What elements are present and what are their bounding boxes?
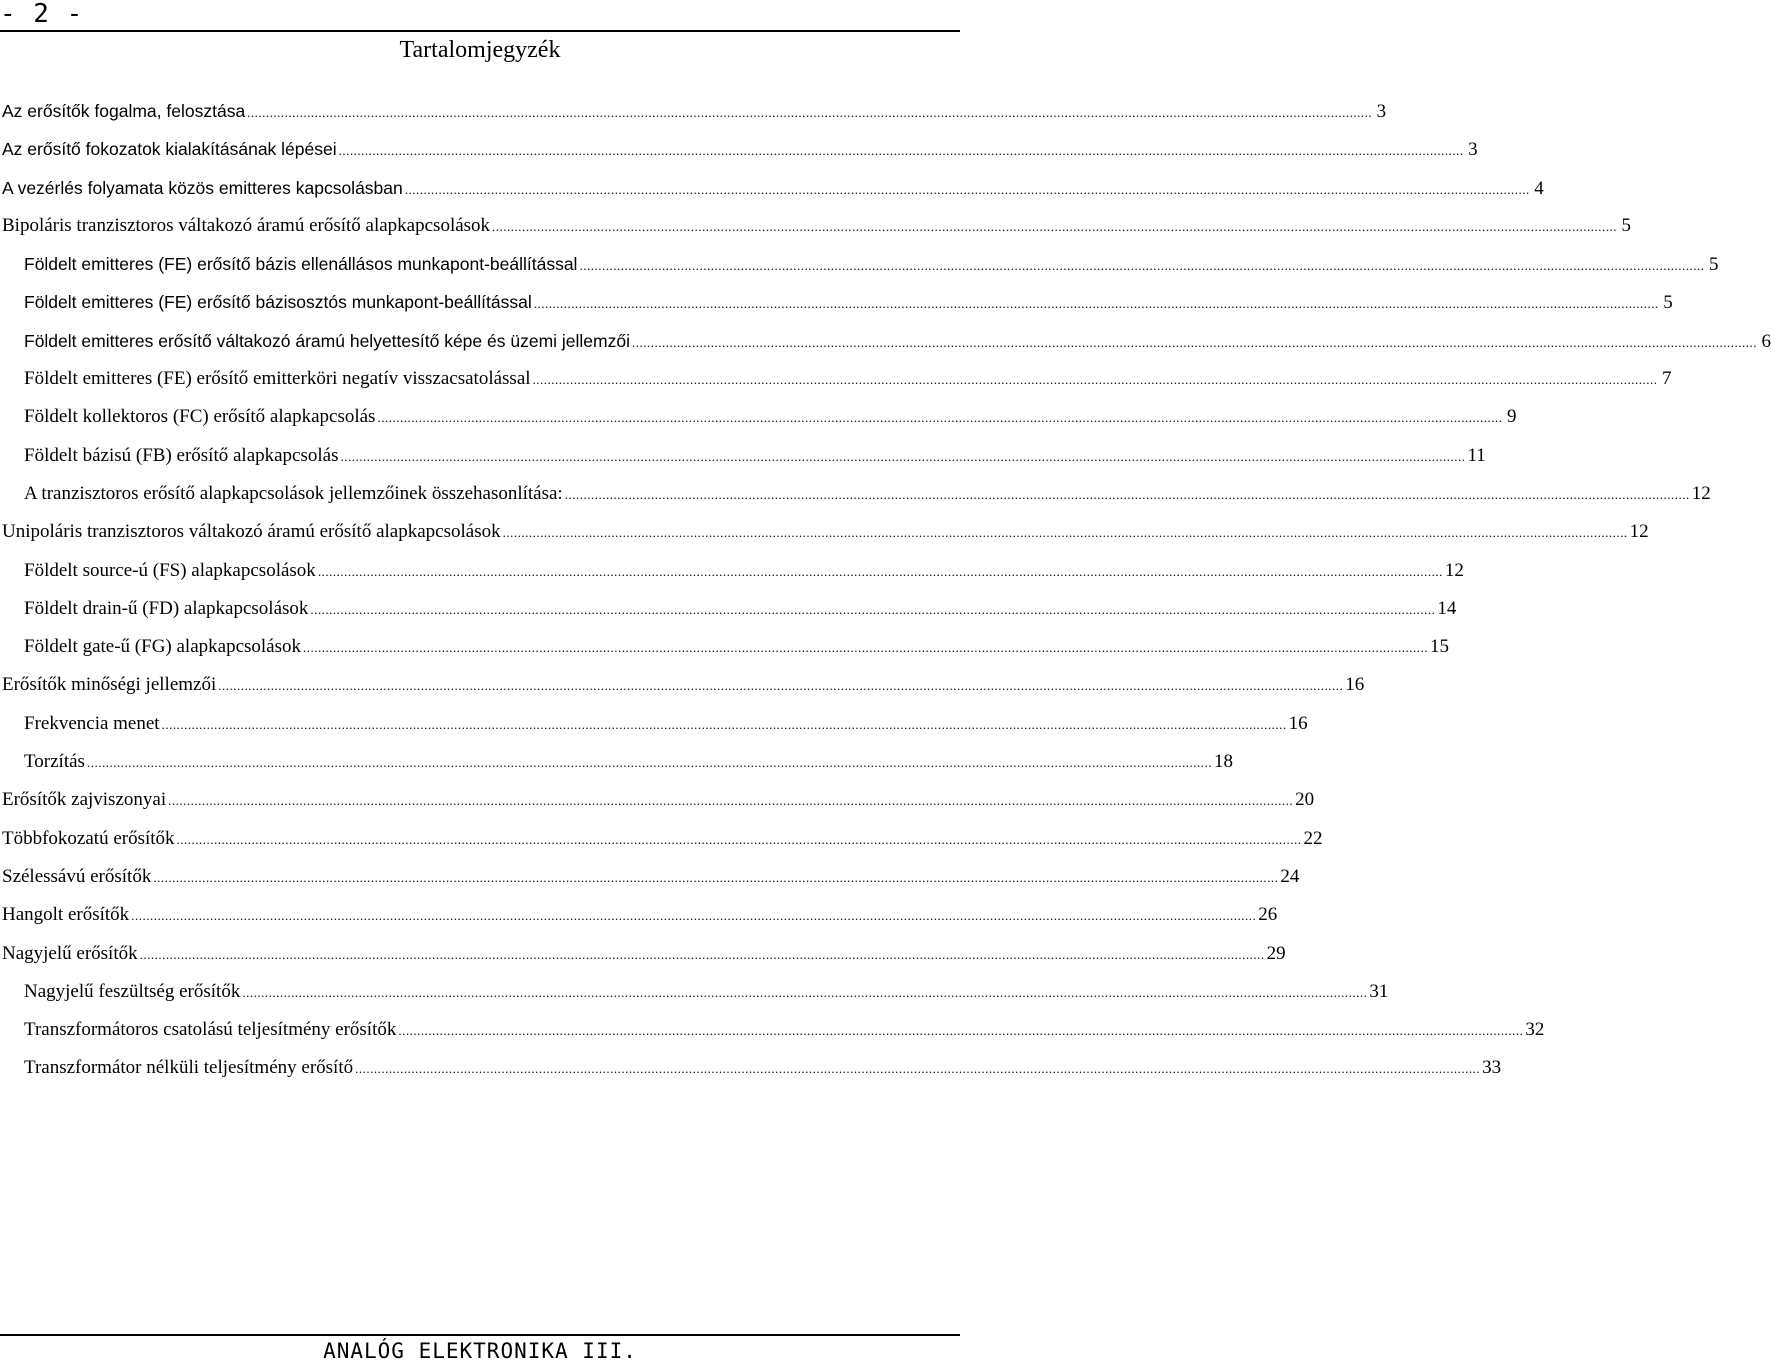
toc-entry-page-number: 6 [1761,330,1771,352]
toc-entry[interactable] [2,130,1478,168]
toc-entry-page-number: 16 [1345,674,1365,696]
toc-entry-title: Földelt emitteres (FE) erősítő bázis ellenállásos munkapont-beállítással [24,254,578,275]
toc-entry[interactable] [2,513,1649,551]
toc-dot-leader: ............................................................................................................................................................................................................................................................................................................ [377,410,1503,426]
page-number: - 2 - [0,0,84,29]
toc-dot-leader: ............................................................................................................................................................................................................................................................................................................ [355,1061,1481,1077]
toc-dot-leader: ............................................................................................................................................................................................................................................................................................................ [218,678,1344,694]
toc-dot-leader: ............................................................................................................................................................................................................................................................................................................ [303,640,1429,656]
toc-entry-title: Hangolt erősítők [2,904,130,926]
toc-entry-title: Földelt kollektoros (FC) erősítő alapkapcsolás [24,406,376,428]
toc-entry-title: Transzformátor nélküli teljesítmény erősítő [24,1057,354,1079]
toc-entry-page-number: 5 [1663,292,1673,314]
toc-entry-title: Bipoláris tranzisztoros váltakozó áramú erősítő alapkapcsolások [2,214,491,236]
toc-entry-title: Földelt emitteres (FE) erősítő bázisosztós munkapont-beállítással [24,292,532,313]
toc-entry[interactable] [2,973,1389,1011]
toc-entry[interactable] [2,705,1308,743]
toc-dot-leader: ............................................................................................................................................................................................................................................................................................................ [153,869,1279,885]
toc-entry-title: Nagyjelű erősítők [2,942,138,964]
toc-dot-leader: ............................................................................................................................................................................................................................................................................................................ [310,601,1436,617]
toc-entry[interactable] [2,590,1457,628]
toc-entry-page-number: 3 [1376,101,1387,122]
toc-entry-page-number: 31 [1369,980,1389,1002]
toc-entry-page-number: 5 [1708,254,1719,276]
toc-dot-leader: ............................................................................................................................................................................................................................................................................................................ [338,143,1464,159]
toc-dot-leader: ............................................................................................................................................................................................................................................................................................................ [533,296,1659,312]
toc-list [2,92,1771,1088]
toc-entry[interactable] [2,781,1315,819]
toc-entry-title: Torzítás [24,751,85,773]
toc-entry-title: Frekvencia menet [24,712,160,734]
toc-entry[interactable] [2,283,1673,321]
toc-dot-leader: ............................................................................................................................................................................................................................................................................................................ [532,372,1658,388]
toc-entry[interactable] [2,666,1365,704]
toc-dot-leader: ............................................................................................................................................................................................................................................................................................................ [317,563,1443,579]
toc-entry[interactable] [2,322,1771,360]
toc-entry-title: Unipoláris tranzisztoros váltakozó áramú erősítő alapkapcsolások [2,521,501,543]
toc-entry[interactable] [2,475,1711,513]
toc-entry-page-number: 3 [1468,139,1478,161]
toc-entry[interactable] [2,1011,1545,1049]
toc-entry[interactable] [2,245,1719,283]
toc-entry-title: Szélessávú erősítők [2,865,152,887]
toc-entry-page-number: 24 [1280,865,1300,887]
toc-entry-page-number: 4 [1534,177,1544,199]
toc-entry-page-number: 18 [1213,751,1233,773]
footer-title: ANALÓG ELEKTRONIKA III. [323,1339,637,1363]
toc-entry-page-number: 20 [1295,789,1315,811]
toc-entry-page-number: 9 [1506,406,1517,428]
toc-dot-leader: ............................................................................................................................................................................................................................................................................................................ [502,525,1628,541]
toc-entry-title: Transzformátoros csatolású teljesítmény erősítők [24,1019,397,1041]
toc-entry-page-number: 26 [1258,904,1278,926]
toc-entry[interactable] [2,1049,1502,1087]
toc-entry[interactable] [2,628,1450,666]
toc-title: Tartalomjegyzék [399,37,561,63]
toc-entry[interactable] [2,896,1278,934]
toc-dot-leader: ............................................................................................................................................................................................................................................................................................................ [176,831,1302,847]
header-rule [0,30,960,32]
toc-entry[interactable] [2,858,1300,896]
toc-entry-title: Többfokozatú erősítők [2,827,175,849]
toc-entry-title: Földelt emitteres erősítő váltakozó áramú helyettesítő képe és üzemi jellemzői [24,330,630,351]
footer-rule [0,1334,960,1336]
toc-entry-page-number: 14 [1437,597,1457,619]
toc-entry-title: Az erősítők fogalma, felosztása [2,101,246,121]
toc-dot-leader: ............................................................................................................................................................................................................................................................................................................ [564,486,1690,502]
toc-entry[interactable] [2,743,1233,781]
toc-entry-title: Nagyjelű feszültség erősítők [24,980,241,1002]
toc-dot-leader: ............................................................................................................................................................................................................................................................................................................ [398,1023,1524,1039]
toc-entry-page-number: 22 [1303,827,1323,849]
toc-entry-title: Földelt drain-ű (FD) alapkapcsolások [24,597,309,619]
toc-dot-leader: ............................................................................................................................................................................................................................................................................................................ [492,218,1618,234]
toc-entry-page-number: 16 [1288,712,1308,734]
toc-entry-title: Földelt emitteres (FE) erősítő emitterköri negatív visszacsatolással [24,368,531,390]
toc-dot-leader: ............................................................................................................................................................................................................................................................................................................ [242,984,1368,1000]
toc-dot-leader: ............................................................................................................................................................................................................................................................................................................ [579,258,1705,274]
toc-entry[interactable] [2,207,1632,245]
toc-entry-title: Földelt gate-ű (FG) alapkapcsolások [24,636,302,658]
toc-entry-title: A tranzisztoros erősítő alapkapcsolások jellemzőinek összehasonlítása: [24,482,563,504]
toc-entry[interactable] [2,935,1286,973]
toc-entry[interactable] [2,92,1387,130]
toc-entry-page-number: 12 [1629,521,1649,543]
toc-dot-leader: ............................................................................................................................................................................................................................................................................................................ [131,908,1257,924]
toc-dot-leader: ............................................................................................................................................................................................................................................................................................................ [161,716,1287,732]
toc-entry-page-number: 12 [1691,482,1711,504]
toc-entry-title: Erősítők zajviszonyai [2,789,167,811]
toc-dot-leader: ............................................................................................................................................................................................................................................................................................................ [247,105,1373,120]
toc-entry-title: Földelt source-ú (FS) alapkapcsolások [24,559,316,581]
toc-dot-leader: ............................................................................................................................................................................................................................................................................................................ [631,334,1757,350]
toc-entry[interactable] [2,169,1544,207]
toc-dot-leader: ............................................................................................................................................................................................................................................................................................................ [340,448,1466,464]
toc-entry-page-number: 5 [1621,214,1632,236]
toc-dot-leader: ............................................................................................................................................................................................................................................................................................................ [86,755,1212,771]
toc-entry-page-number: 33 [1482,1057,1502,1079]
toc-entry-page-number: 12 [1444,559,1464,581]
toc-entry-title: A vezérlés folyamata közös emitteres kapcsolásban [2,177,403,198]
toc-dot-leader: ............................................................................................................................................................................................................................................................................................................ [168,793,1294,809]
toc-entry[interactable] [2,437,1486,475]
toc-dot-leader: ............................................................................................................................................................................................................................................................................................................ [404,181,1530,197]
toc-entry-title: Az erősítő fokozatok kialakításának lépései [2,139,337,160]
toc-entry[interactable] [2,398,1517,436]
toc-entry-page-number: 7 [1662,368,1672,390]
toc-dot-leader: ............................................................................................................................................................................................................................................................................................................ [139,946,1265,962]
toc-entry-title: Erősítők minőségi jellemzői [2,674,217,696]
toc-entry[interactable] [2,552,1464,590]
toc-entry-title: Földelt bázisú (FB) erősítő alapkapcsolás [24,444,339,466]
toc-entry-page-number: 29 [1266,942,1286,964]
toc-entry[interactable] [2,360,1672,398]
toc-entry[interactable] [2,820,1323,858]
toc-entry-page-number: 15 [1430,636,1450,658]
toc-entry-page-number: 32 [1525,1019,1545,1041]
toc-entry-page-number: 11 [1467,444,1486,466]
